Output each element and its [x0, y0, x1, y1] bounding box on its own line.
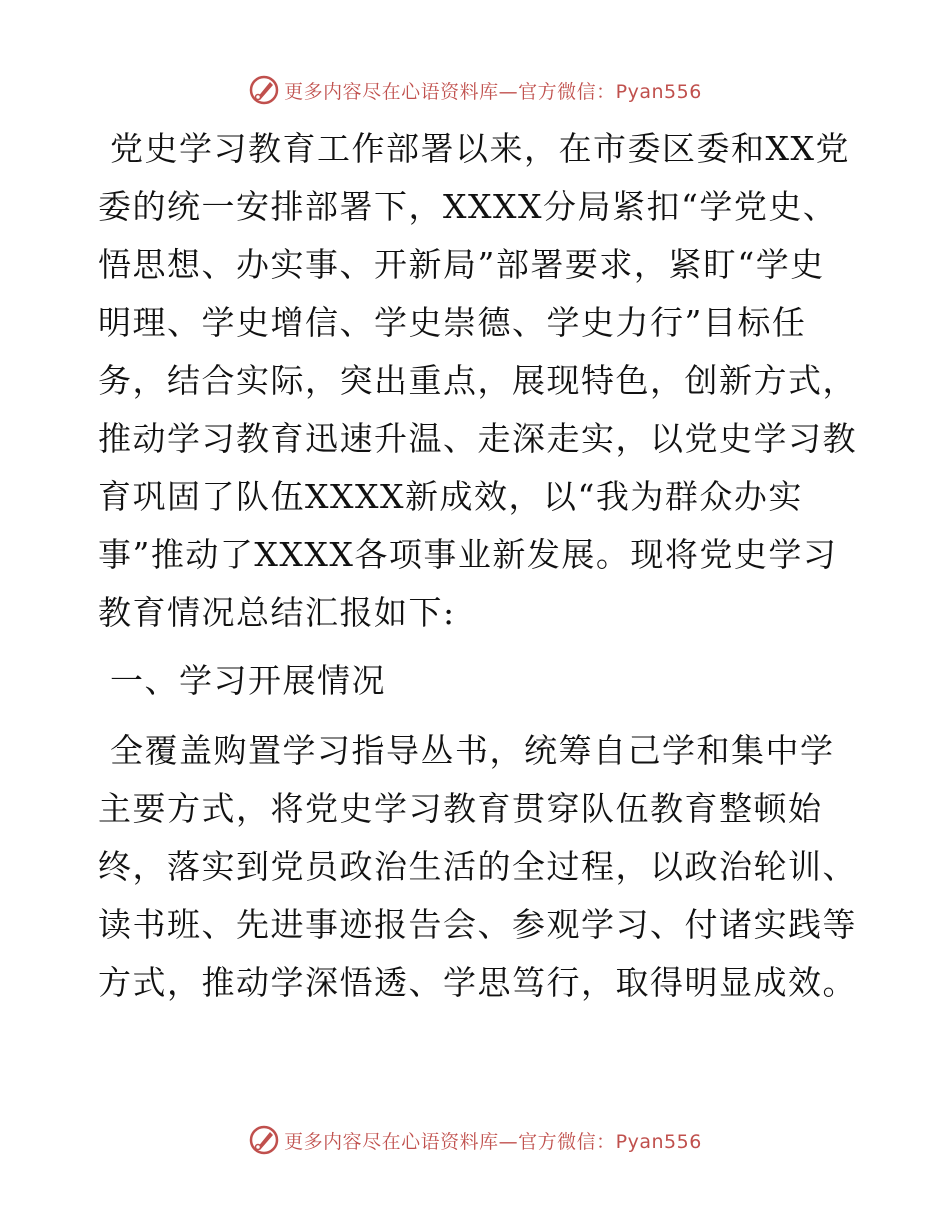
footer-banner	[0, 1120, 950, 1160]
pen-logo-icon	[248, 1124, 280, 1156]
section-paragraph: 全覆盖购置学习指导丛书，统筹自己学和集中学主要方式，将党史学习教育贯穿队伍教育整顿始终，落实到党员政治生活的全过程，以政治轮训、读书班、先进事迹报告会、参观学习、付诸实践等方式，推动学深悟透、学思笃行，取得明显成效。	[98, 731, 857, 1002]
footer-banner-text: 更多内容尽在心语资料库—官方微信：Pyan556	[284, 1130, 702, 1153]
pen-logo-icon	[248, 74, 280, 106]
section-heading: 一、学习开展情况	[110, 661, 386, 700]
header-banner	[0, 70, 950, 110]
intro-paragraph: 党史学习教育工作部署以来，在市委区委和XX党委的统一安排部署下，XXXX分局紧扣“学党史、悟思想、办实事、开新局”部署要求，紧盯“学史明理、学史增信、学史崇德、学史力行”目标任务，结合实际，突出重点，展现特色，创新方式，推动学习教育迅速升温、走深走实，以党史学习教育巩固了队伍XXXX新成效，以“我为群众办实事”推动了XXXX各项事业新发展。现将党史学习教育情况总结汇报如下:	[98, 129, 857, 632]
header-banner-text: 更多内容尽在心语资料库—官方微信：Pyan556	[284, 80, 702, 103]
document-body	[98, 120, 858, 1012]
